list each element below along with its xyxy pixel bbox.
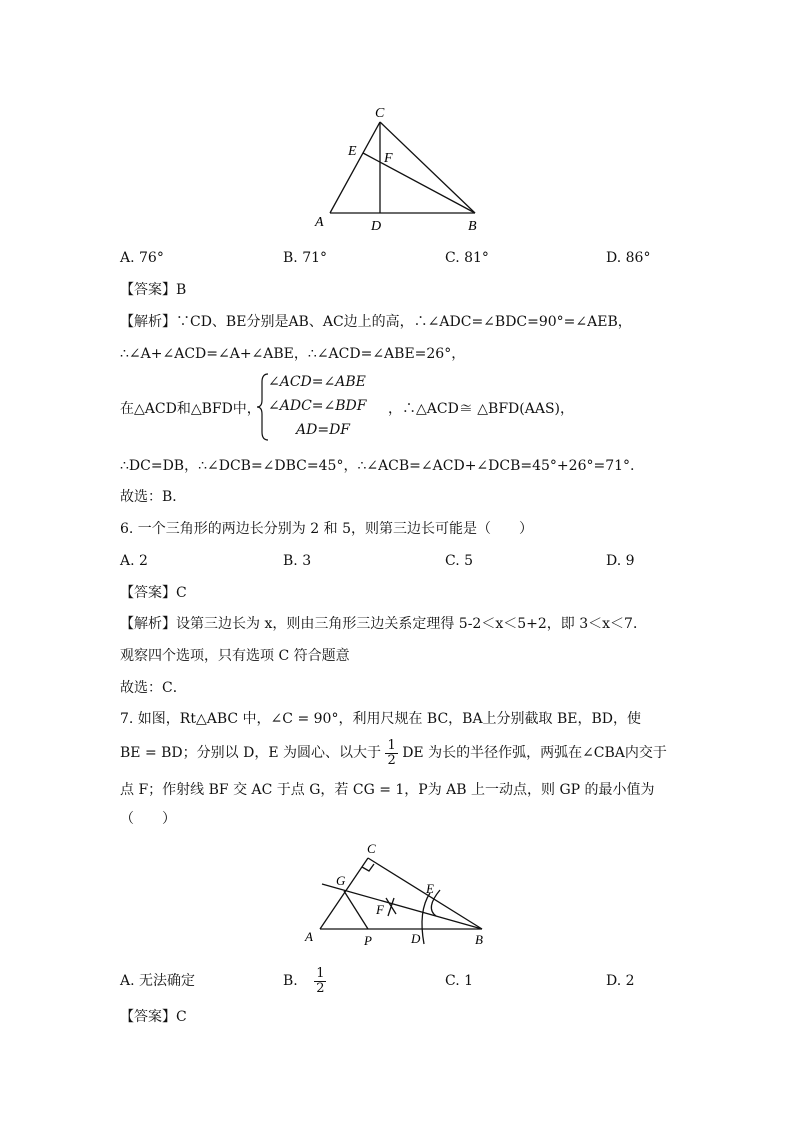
q6-choose: 故选：C． [120, 680, 187, 696]
label-d: D [371, 219, 382, 234]
q7-line2-b: DE 为长的半径作弧，两弧在∠CBA内交于 [402, 745, 667, 761]
q5-explain-line2: ∴∠A+∠ACD=∠A+∠ABE，∴∠ACD=∠ABE=26°， [120, 346, 466, 362]
q5-option-d: D. 86° [606, 250, 651, 266]
q5-system-row3: AD=DF [296, 422, 351, 438]
q7-frac-num: 1 [387, 737, 396, 753]
q6-explain-line1: 【解析】设第三边长为 x，则由三角形三边关系定理得 5-2＜x＜5+2，即 3＜x＜7． [120, 616, 647, 632]
label-c: C [375, 106, 385, 121]
q5-option-b: B. 71° [283, 250, 328, 266]
q5-explain-line4: ∴DC=DB，∴∠DCB=∠DBC=45°，∴∠ACB=∠ACD+∠DCB=45°+26°=71°. [120, 458, 635, 474]
q7-option-a: A. 无法确定 [120, 973, 196, 989]
q5-system-row2: ∠ADC=∠BDF [268, 398, 367, 414]
q7-option-c: C. 1 [445, 973, 474, 989]
q6-option-c: C. 5 [445, 553, 474, 569]
q6-question: 6. 一个三角形的两边长分别为 2 和 5，则第三边长可能是（ ） [120, 521, 533, 537]
q5-option-a: A. 76° [120, 250, 164, 266]
label-a: A [315, 215, 324, 230]
triangle-figure-1 [300, 98, 500, 238]
segment-cb-2 [368, 858, 482, 929]
q7-answer: 【答案】C [120, 1009, 187, 1025]
q5-explain-text1: ∵CD、BE分别是AB、AC边上的高，∴∠ADC=∠BDC=90°=∠AEB， [176, 314, 632, 330]
q5-option-c: C. 81° [445, 250, 489, 266]
q7-line2 [120, 738, 667, 768]
label-d-2: D [411, 931, 421, 946]
segment-cb [380, 122, 475, 213]
arc-d [422, 893, 430, 944]
q7-optb-num: 1 [316, 965, 325, 981]
q5-explain-in: 在△ACD和△BFD中， [120, 401, 261, 417]
label-f: F [384, 151, 393, 166]
q7-frac-den: 2 [387, 752, 396, 768]
q6-option-d: D. 9 [606, 553, 635, 569]
label-e: E [348, 144, 357, 159]
label-e-2: E [426, 881, 434, 896]
q7-option-b-fraction [314, 967, 326, 996]
q7-line4: （ ） [120, 811, 176, 827]
q5-explain-head: 【解析】 [120, 314, 176, 330]
label-g-2: G [336, 873, 346, 888]
arc-f-2 [388, 898, 394, 916]
q7-option-b-label: B. [283, 973, 298, 989]
q6-option-a: A. 2 [120, 553, 148, 569]
label-c-2: C [367, 841, 376, 856]
label-f-2: F [376, 902, 384, 917]
q7-optb-den: 2 [316, 980, 325, 996]
q5-choose: 故选：B． [120, 489, 187, 505]
ray-bf [322, 884, 482, 929]
q5-system-row1: ∠ACD=∠ABE [268, 374, 366, 390]
triangle-figure-2 [300, 836, 500, 952]
q7-fraction [385, 739, 397, 768]
q7-option-b [283, 962, 326, 1000]
q5-explain-line1 [120, 313, 632, 331]
segment-gp [344, 891, 368, 929]
q6-option-b: B. 3 [283, 553, 312, 569]
q7-line2-a: BE = BD；分别以 D，E 为圆心、以大于 [120, 745, 381, 761]
label-a-2: A [305, 929, 313, 944]
label-p-2: P [364, 933, 372, 948]
segment-ac [330, 122, 380, 213]
label-b: B [468, 219, 477, 234]
q5-answer: 【答案】B [120, 282, 187, 298]
label-b-2: B [475, 932, 483, 947]
q7-line1: 7. 如图，Rt△ABC 中，∠C = 90°，利用尺规在 BC，BA上分别截取 BE，BD，使 [120, 711, 642, 727]
q5-congruence-system [120, 372, 580, 442]
q6-explain-line2: 观察四个选项，只有选项 C 符合题意 [120, 648, 350, 664]
q7-line3: 点 F；作射线 BF 交 AC 于点 G，若 CG = 1，P为 AB 上一动点，则 GP 的最小值为 [120, 782, 655, 798]
q5-system-tail: ，∴△ACD≅ △BFD(AAS)， [388, 401, 574, 417]
q6-answer: 【答案】C [120, 585, 187, 601]
q7-option-d: D. 2 [606, 973, 635, 989]
